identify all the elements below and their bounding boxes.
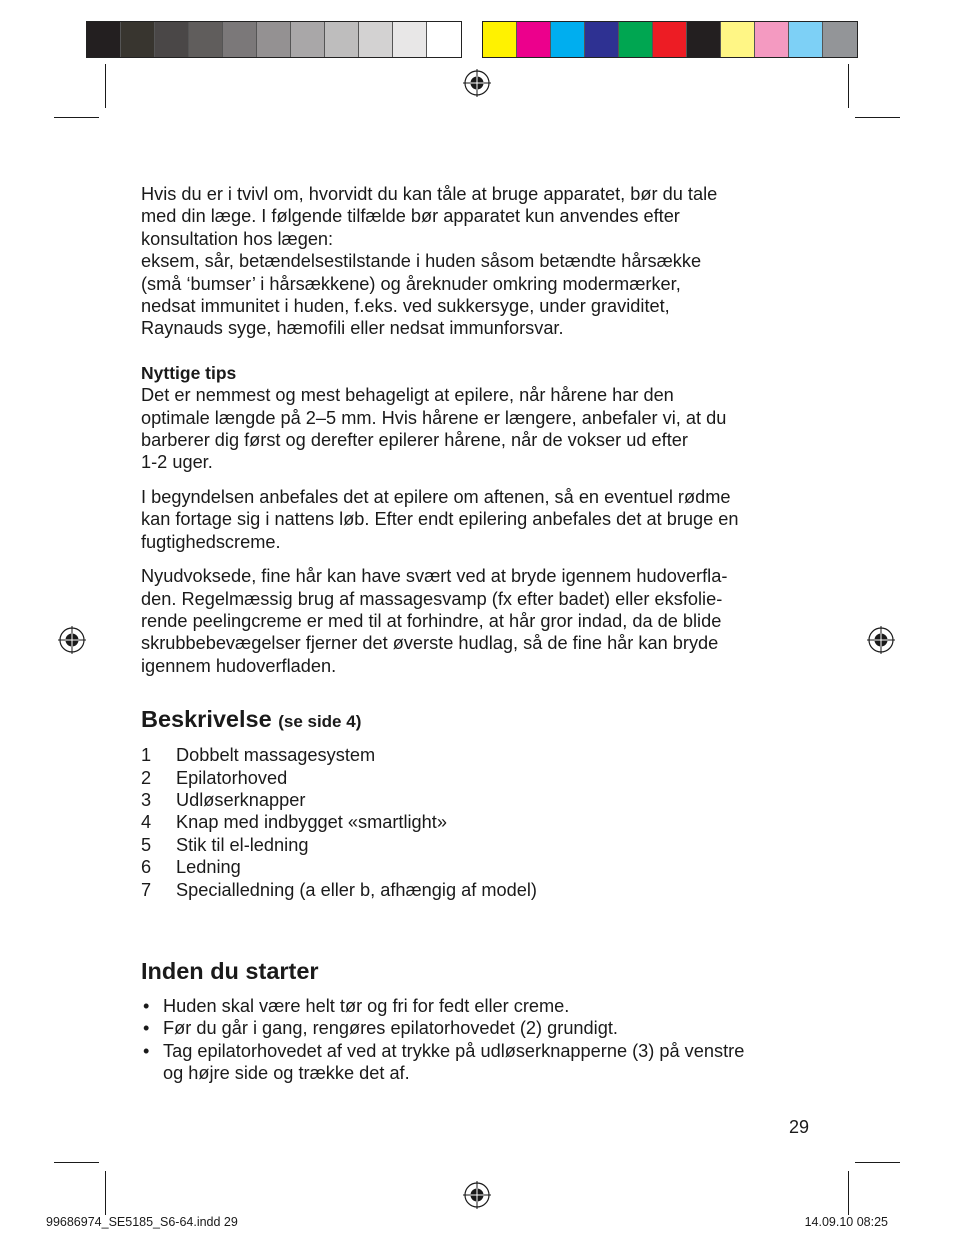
bullet-icon: • [143, 1018, 150, 1039]
color-swatch [551, 22, 585, 57]
gray-swatch [427, 22, 461, 57]
text-line: rende peelingcreme er med til at forhindre, at hår gror indad, da de blide [141, 610, 722, 631]
gray-swatch [87, 22, 121, 57]
list-item-number: 6 [141, 857, 152, 878]
bullet-text: Huden skal være helt tør og fri for fedt eller creme. [163, 995, 570, 1016]
slug-file-info: 99686974_SE5185_S6-64.indd 29 [46, 1215, 238, 1229]
crop-mark-top-right-v [848, 64, 849, 108]
list-item-text: Epilatorhoved [176, 767, 288, 788]
list-item-text: Specialledning (a eller b, afhængig af model) [176, 879, 537, 900]
crop-mark-bottom-left-h [54, 1162, 99, 1163]
registration-mark-left-icon [57, 625, 87, 655]
list-item-text: Knap med indbygget «smartlight» [176, 812, 447, 833]
list-item [141, 789, 821, 811]
bullet-item [141, 995, 821, 1017]
crop-mark-top-right-h [855, 117, 900, 118]
gray-swatch [325, 22, 359, 57]
text-line: Nyudvoksede, fine hår kan have svært ved at bryde igennem hudoverfla- [141, 566, 728, 587]
color-swatch [585, 22, 619, 57]
intro-paragraph [141, 183, 821, 340]
color-swatch [619, 22, 653, 57]
text-line: igennem hudoverfladen. [141, 655, 337, 676]
crop-mark-bottom-left-v [105, 1171, 106, 1215]
page-number: 29 [789, 1117, 810, 1137]
text-line: Hvis du er i tvivl om, hvorvidt du kan tåle at bruge apparatet, bør du tale [141, 184, 718, 204]
description-title: Beskrivelse [141, 706, 272, 733]
description-list [141, 744, 821, 901]
gray-swatch [393, 22, 427, 57]
section-title-before-start: Inden du starter [141, 957, 319, 984]
tips-paragraph-1 [141, 384, 821, 474]
list-item [141, 811, 821, 833]
process-color-bar [482, 21, 858, 58]
text-line: Raynauds syge, hæmofili eller nedsat immunforsvar. [141, 318, 564, 339]
text-line: I begyndelsen anbefales det at epilere om aftenen, så en eventuel rødme [141, 486, 731, 507]
list-item-number: 3 [141, 789, 152, 810]
list-item-text: Ledning [176, 857, 241, 878]
text-line: med din læge. I følgende tilfælde bør apparatet kun anvendes efter [141, 206, 680, 227]
bullet-icon: • [143, 995, 150, 1016]
color-swatch [823, 22, 857, 57]
list-item-number: 1 [141, 745, 152, 766]
tips-paragraph-3 [141, 565, 821, 677]
crop-mark-top-left-v [105, 64, 106, 108]
registration-mark-bottom-icon [462, 1180, 492, 1210]
list-item-text: Udløserknapper [176, 789, 306, 810]
gray-swatch [155, 22, 189, 57]
page-content [141, 183, 821, 1085]
tips-heading: Nyttige tips [141, 362, 237, 383]
list-item-number: 2 [141, 767, 152, 788]
color-swatch [755, 22, 789, 57]
tips-paragraph-2 [141, 486, 821, 553]
bullet-item [141, 1040, 821, 1085]
text-line: nedsat immunitet i huden, f.eks. ved sukkersyge, under graviditet, [141, 296, 670, 317]
text-line: 1-2 uger. [141, 452, 213, 473]
section-title-description [141, 705, 821, 736]
crop-mark-top-left-h [54, 117, 99, 118]
list-item-text: Stik til el-ledning [176, 834, 309, 855]
color-swatch [687, 22, 721, 57]
color-swatch [721, 22, 755, 57]
color-swatch [789, 22, 823, 57]
list-item [141, 879, 821, 901]
text-line: optimale længde på 2–5 mm. Hvis hårene er længere, anbefaler vi, at du [141, 407, 727, 428]
description-page-ref: (se side 4) [278, 712, 362, 732]
gray-swatch [223, 22, 257, 57]
text-line: Det er nemmest og mest behageligt at epilere, når hårene har den [141, 385, 674, 406]
bullet-text: Før du går i gang, rengøres epilatorhovedet (2) grundigt. [163, 1018, 618, 1039]
list-item [141, 834, 821, 856]
list-item [141, 767, 821, 789]
gray-swatch [189, 22, 223, 57]
before-start-list [141, 995, 821, 1085]
text-line: kan fortage sig i nattens løb. Efter endt epilering anbefales det at bruge en [141, 509, 739, 530]
slug-datetime: 14.09.10 08:25 [804, 1215, 888, 1229]
crop-mark-bottom-right-v [848, 1171, 849, 1215]
gray-swatch [359, 22, 393, 57]
text-line: fugtighedscreme. [141, 531, 281, 552]
list-item-number: 4 [141, 812, 152, 833]
crop-mark-bottom-right-h [855, 1162, 900, 1163]
list-item [141, 856, 821, 878]
gray-swatch [291, 22, 325, 57]
list-item [141, 744, 821, 766]
list-item-text: Dobbelt massagesystem [176, 745, 376, 766]
list-item-number: 5 [141, 834, 152, 855]
text-line: barberer dig først og derefter epilerer hårene, når de vokser ud efter [141, 430, 688, 451]
text-line: konsultation hos lægen: [141, 228, 334, 249]
color-swatch [483, 22, 517, 57]
text-line: den. Regelmæssig brug af massagesvamp (fx efter badet) eller eksfolie- [141, 588, 723, 609]
gray-color-bar [86, 21, 462, 58]
text-line: eksem, sår, betændelsestilstande i huden såsom betændte hårsække [141, 251, 702, 272]
registration-mark-right-icon [866, 625, 896, 655]
bullet-icon: • [143, 1040, 150, 1061]
color-swatch [653, 22, 687, 57]
text-line: (små ‘bumser’ i hårsækkene) og åreknuder omkring modermærker, [141, 273, 681, 294]
list-item-number: 7 [141, 879, 152, 900]
color-swatch [517, 22, 551, 57]
registration-mark-top-icon [462, 68, 492, 98]
gray-swatch [121, 22, 155, 57]
text-line: skrubbebevægelser fjerner det øverste hudlag, så de fine hår kan bryde [141, 633, 719, 654]
bullet-text: Tag epilatorhovedet af ved at trykke på udløserknapperne (3) på venstre og højre side og trække det af. [163, 1040, 745, 1084]
gray-swatch [257, 22, 291, 57]
bullet-item [141, 1017, 821, 1039]
